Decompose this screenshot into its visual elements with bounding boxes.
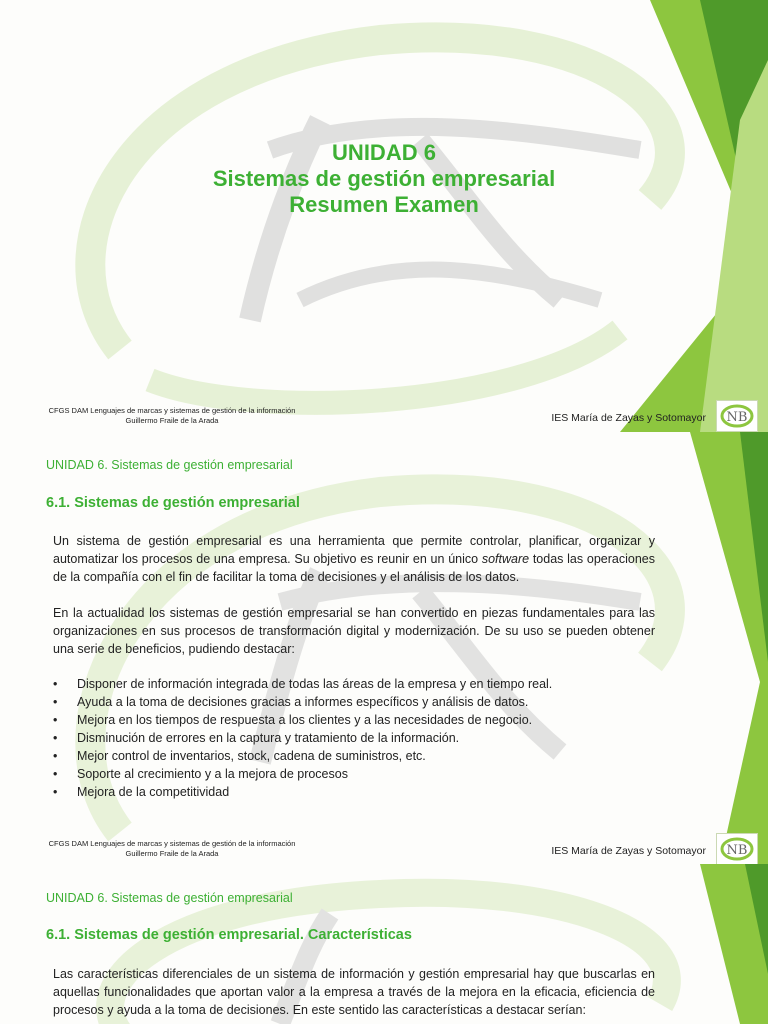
school-name: IES María de Zayas y Sotomayor bbox=[551, 412, 706, 424]
list-item: • Soporte al crecimiento y a la mejora de procesos bbox=[53, 765, 653, 783]
list-item: • Disponer de información integrada de todas las áreas de la empresa y en tiempo real. bbox=[53, 675, 653, 693]
software-term: software bbox=[481, 552, 530, 566]
intro-paragraph: Un sistema de gestión empresarial es una herramienta que permite controlar, planificar, organizar y automatizar los procesos de una empresa. Su objetivo es reunir en un único software todas las operaciones de la compañía con el fin de facilitar la toma de decisiones y el análisis de los datos. bbox=[53, 534, 655, 584]
list-item: • Mejora de la competitividad bbox=[53, 783, 653, 801]
watermark-logo bbox=[90, 37, 670, 402]
unit-header: UNIDAD 6. Sistemas de gestión empresarial bbox=[46, 891, 293, 905]
school-logo-icon bbox=[717, 401, 757, 431]
list-item: • Ayuda a la toma de decisiones gracias a informes específicos y análisis de datos. bbox=[53, 693, 653, 711]
school-logo bbox=[716, 833, 758, 865]
school-name: IES María de Zayas y Sotomayor bbox=[551, 845, 706, 857]
author-name: Guillermo Fraile de la Arada bbox=[125, 849, 219, 858]
title-slide bbox=[0, 0, 768, 432]
course-name: CFGS DAM Lenguajes de marcas y sistemas de gestión de la información bbox=[48, 406, 296, 415]
section-title: 6.1. Sistemas de gestión empresarial. Características bbox=[46, 927, 412, 943]
list-item: • Mejor control de inventarios, stock, cadena de suministros, etc. bbox=[53, 747, 653, 765]
title-line-1: UNIDAD 6 bbox=[332, 140, 436, 165]
green-side-shapes bbox=[690, 432, 768, 864]
benefits-paragraph: En la actualidad los sistemas de gestión empresarial se han convertido en piezas fundamentales para las organizaciones en sus procesos de transformación digital y modernización. De su uso se pueden obtener una serie de beneficios, pudiendo destacar: bbox=[53, 606, 655, 656]
section-title: 6.1. Sistemas de gestión empresarial bbox=[46, 495, 300, 511]
course-footer bbox=[22, 839, 322, 859]
course-name: CFGS DAM Lenguajes de marcas y sistemas de gestión de la información bbox=[48, 839, 296, 848]
green-side-shapes bbox=[700, 864, 768, 1024]
title-line-3: Resumen Examen bbox=[289, 192, 479, 217]
list-item: • Disminución de errores en la captura y tratamiento de la información. bbox=[53, 729, 653, 747]
characteristics-paragraph: Las características diferenciales de un sistema de información y gestión empresarial hay que buscarlas en aquellas funcionalidades que aportan valor a la empresa a través de la mejora en la eficacia, eficiencia de procesos y ayuda a la toma de decisiones. En este sentido las características a destacar serían: bbox=[53, 967, 655, 1017]
slide-title bbox=[0, 140, 768, 218]
school-logo-icon bbox=[717, 834, 757, 864]
course-footer bbox=[22, 406, 322, 426]
svg-text:NB: NB bbox=[726, 410, 748, 425]
svg-text:NB: NB bbox=[726, 843, 748, 858]
benefits-list bbox=[53, 675, 653, 801]
school-logo bbox=[716, 400, 758, 432]
unit-header: UNIDAD 6. Sistemas de gestión empresarial bbox=[46, 458, 293, 472]
title-line-2: Sistemas de gestión empresarial bbox=[212, 166, 556, 191]
list-item: • Mejora en los tiempos de respuesta a los clientes y a las necesidades de negocio. bbox=[53, 711, 653, 729]
author-name: Guillermo Fraile de la Arada bbox=[125, 416, 219, 425]
